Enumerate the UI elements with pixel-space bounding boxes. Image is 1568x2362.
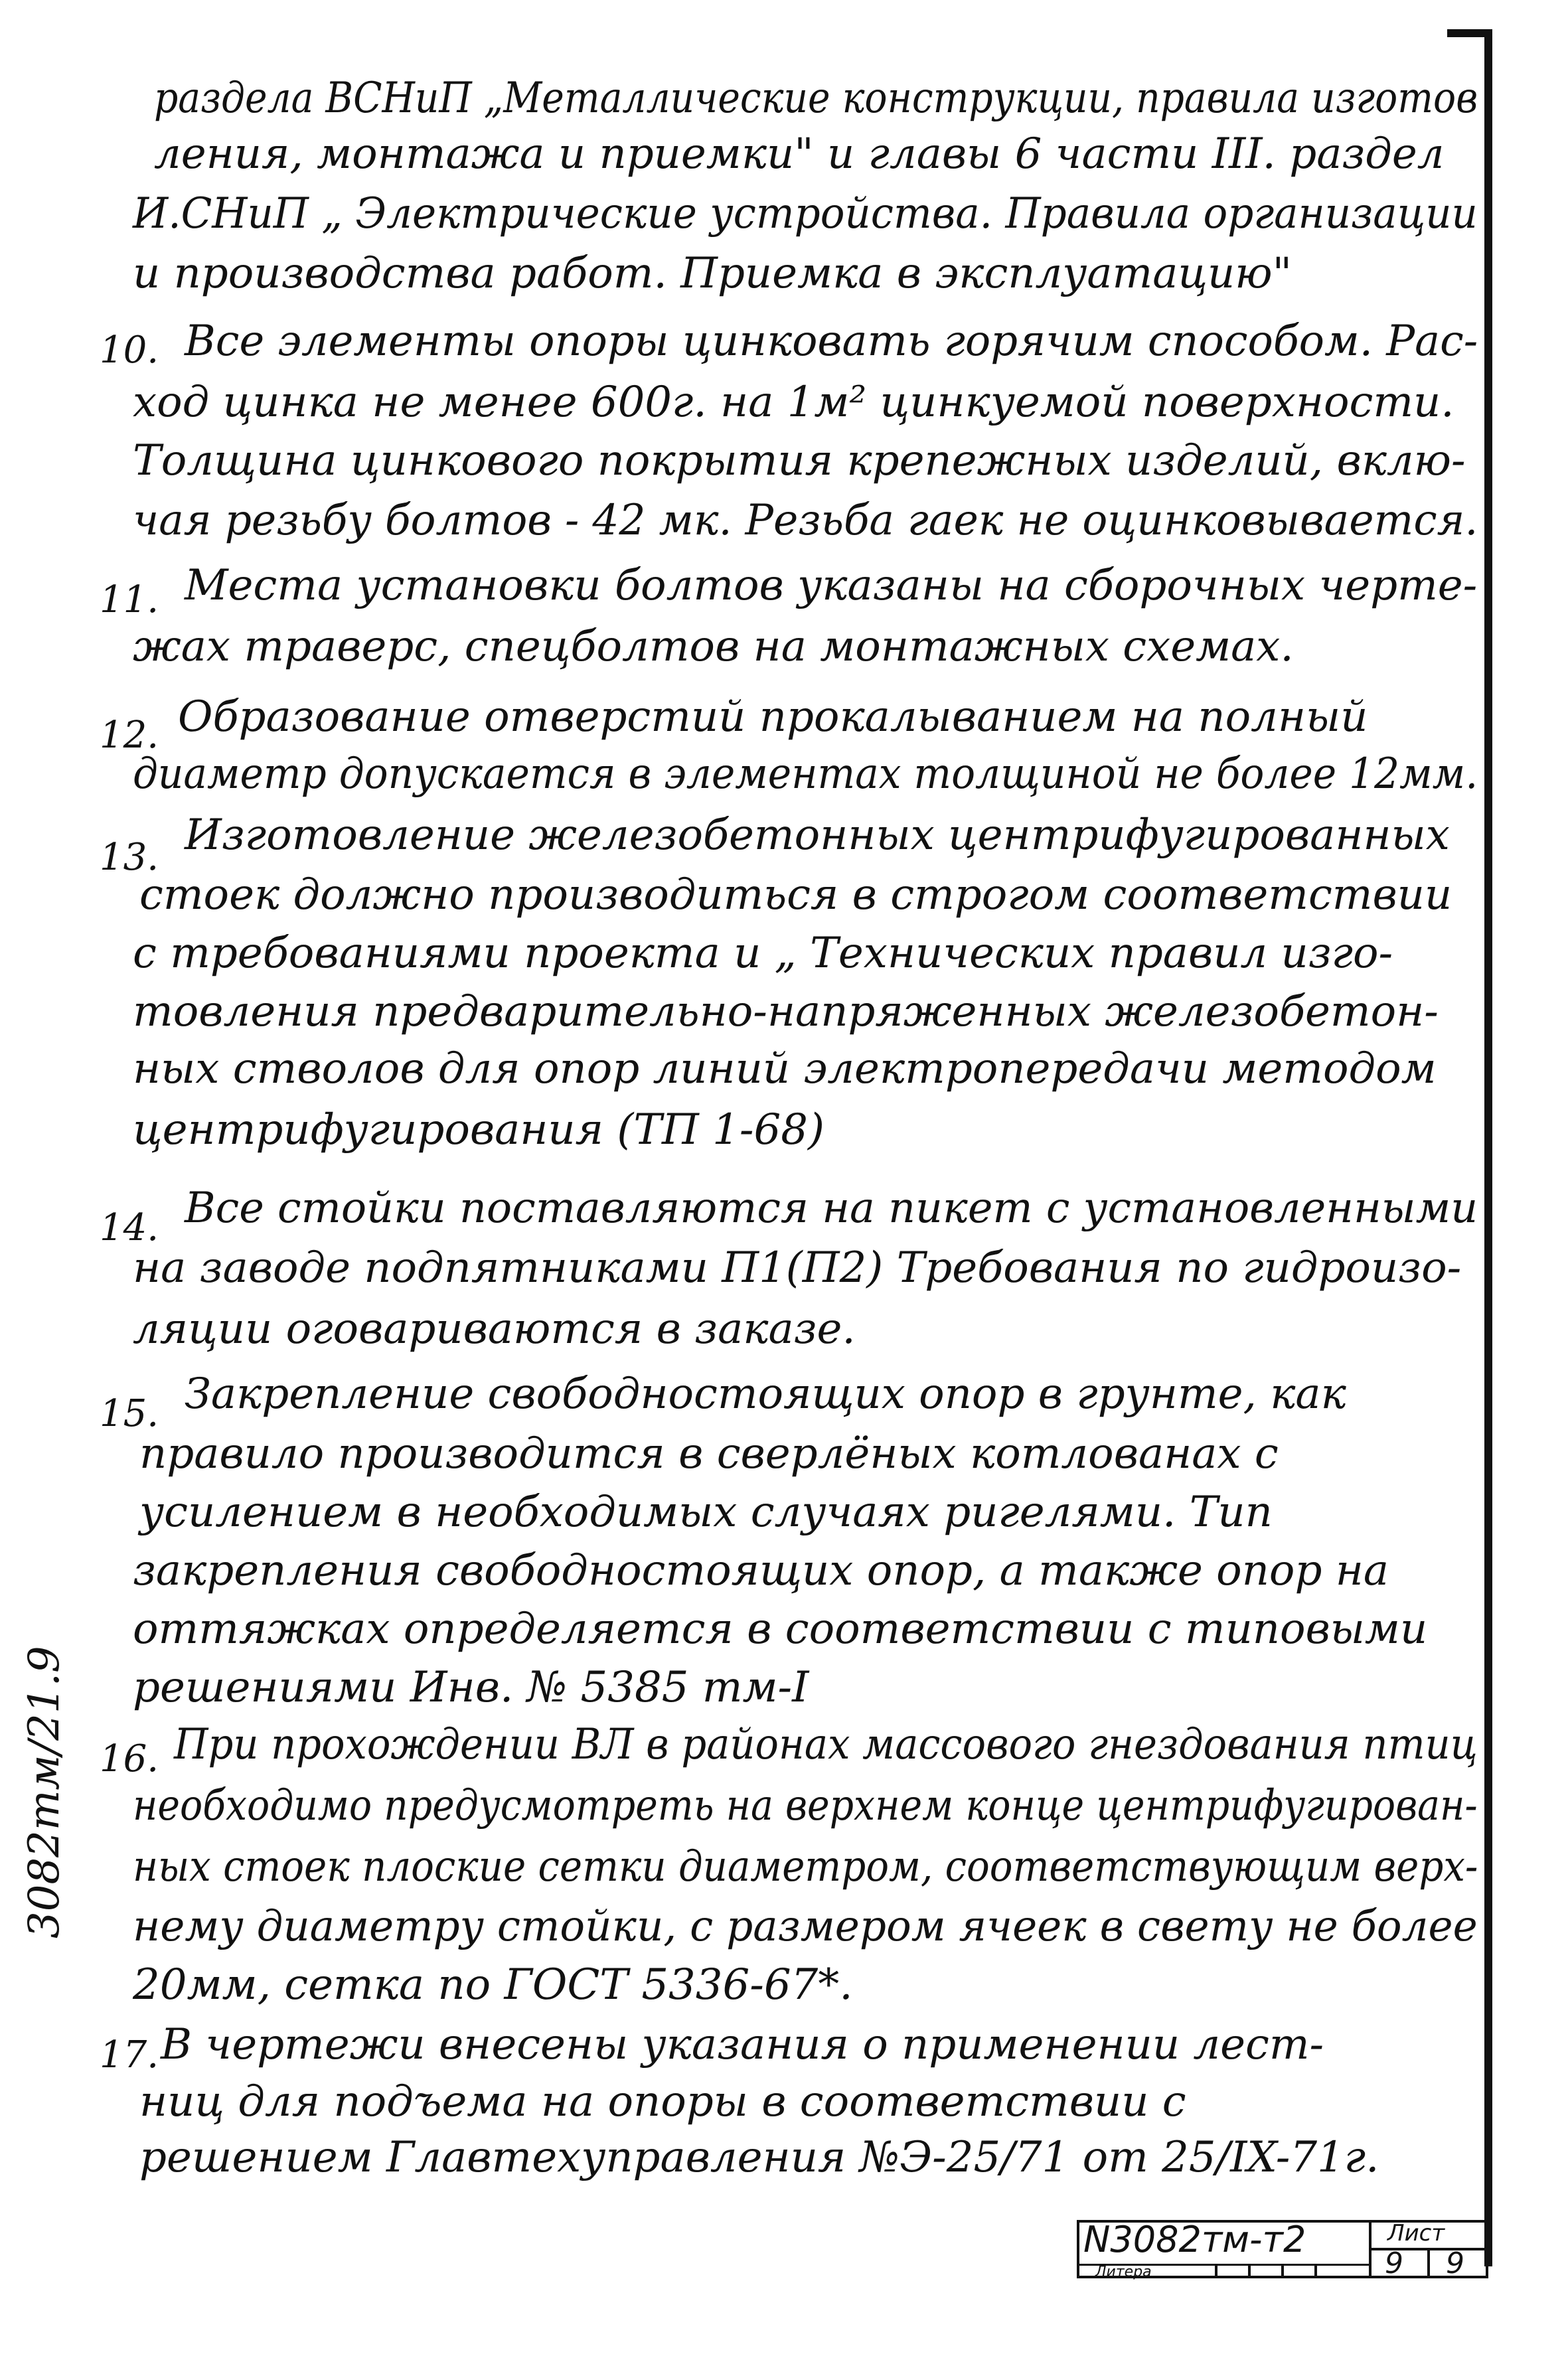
title-block-divider (1281, 2264, 1284, 2278)
item-number: 15. (100, 1392, 159, 1435)
litera-label: Литера (1095, 2264, 1152, 2280)
text-line: При прохождении ВЛ в районах массового гнездования птиц (174, 1720, 1478, 1769)
text-line: Изготовление железобетонных центрифугированных (185, 811, 1450, 860)
text-line: диаметр допускается в элементах толщиной не более 12мм. (133, 749, 1478, 799)
text-line: ниц для подъема на опоры в соответствии с (139, 2077, 1186, 2126)
text-line: жах траверс, спецболтов на монтажных схемах. (133, 622, 1294, 671)
text-line: усилением в необходимых случаях ригелями. Тип (139, 1488, 1273, 1537)
text-line: центрифугирования (ТП 1-68) (133, 1105, 824, 1154)
text-line: оттяжках определяется в соответствии с типовыми (133, 1605, 1428, 1654)
margin-inventory-note: 3082тм/21.9 (20, 1646, 69, 1938)
text-line: закрепления свободностоящих опор, а также опор на (133, 1546, 1389, 1595)
text-line: необходимо предусмотреть на верхнем конце центрифугирован- (133, 1781, 1478, 1830)
text-line: Все элементы опоры цинковать горячим способом. Рас- (185, 317, 1478, 366)
text-line: В чертежи внесены указания о применении лест- (161, 2020, 1324, 2069)
text-line: на заводе подпятниками П1(П2) Требования по гидроизо- (133, 1243, 1462, 1293)
title-block-divider (1427, 2249, 1430, 2278)
text-line: 20мм, сетка по ГОСТ 5336-67*. (133, 1960, 853, 2009)
text-line: Закрепление свободностоящих опор в грунте, как (185, 1370, 1346, 1419)
text-line: ход цинка не менее 600г. на 1м² цинкуемой поверхности. (133, 378, 1454, 427)
item-number: 16. (100, 1737, 159, 1780)
text-line: раздела ВСНиП „Металлические конструкции, правила изготов (154, 74, 1478, 123)
text-line: Толщина цинкового покрытия крепежных изделий, вклю- (133, 436, 1466, 485)
text-line: с требованиями проекта и „ Технических правил изго- (133, 929, 1393, 978)
item-number: 11. (100, 578, 159, 621)
text-line: ления, монтажа и приемки" и главы 6 части III. раздел (154, 129, 1445, 179)
text-line: Места установки болтов указаны на сборочных черте- (185, 561, 1478, 610)
sheets-value: 9 (1446, 2246, 1464, 2280)
title-block-divider (1314, 2264, 1317, 2278)
text-line: Образование отверстий прокалыванием на полный (178, 692, 1368, 742)
text-line: чая резьбу болтов - 42 мк. Резьба гаек не оцинковывается. (133, 496, 1478, 545)
item-number: 17. (100, 2033, 159, 2077)
title-block-divider (1248, 2264, 1251, 2278)
sheet-label: Лист (1387, 2220, 1445, 2246)
text-line: нему диаметру стойки, с размером ячеек в свету не более (133, 1902, 1478, 1951)
text-line: правило производится в сверлёных котлованах с (139, 1429, 1279, 1478)
text-line: стоек должно производиться в строгом соответствии (139, 870, 1452, 919)
item-number: 12. (100, 714, 159, 757)
text-line: и производства работ. Приемка в эксплуатацию" (133, 249, 1293, 298)
text-line: решениями Инв. № 5385 тм-I (133, 1663, 809, 1712)
text-line: ных стоек плоские сетки диаметром, соответствующим верх- (133, 1842, 1478, 1891)
sheet-value: 9 (1385, 2246, 1403, 2280)
frame-border-corner (1447, 29, 1492, 37)
item-number: 13. (100, 836, 159, 879)
text-line: ных стволов для опор линий электропередачи методом (133, 1044, 1437, 1093)
text-line: решением Главтехуправления №Э-25/71 от 25/IX-71г. (139, 2133, 1379, 2182)
title-block-divider (1215, 2264, 1217, 2278)
text-line: товления предварительно-напряженных железобетон- (133, 987, 1439, 1036)
frame-border-right (1484, 29, 1492, 2266)
text-line: Все стойки поставляются на пикет с установленными (185, 1184, 1478, 1233)
text-line: ляции оговариваются в заказе. (133, 1304, 856, 1354)
item-number: 14. (100, 1206, 159, 1249)
doc-number: N3082тм-т2 (1083, 2219, 1306, 2260)
item-number: 10. (100, 329, 159, 372)
text-line: И.СНиП „ Электрические устройства. Правила организации (133, 189, 1478, 238)
